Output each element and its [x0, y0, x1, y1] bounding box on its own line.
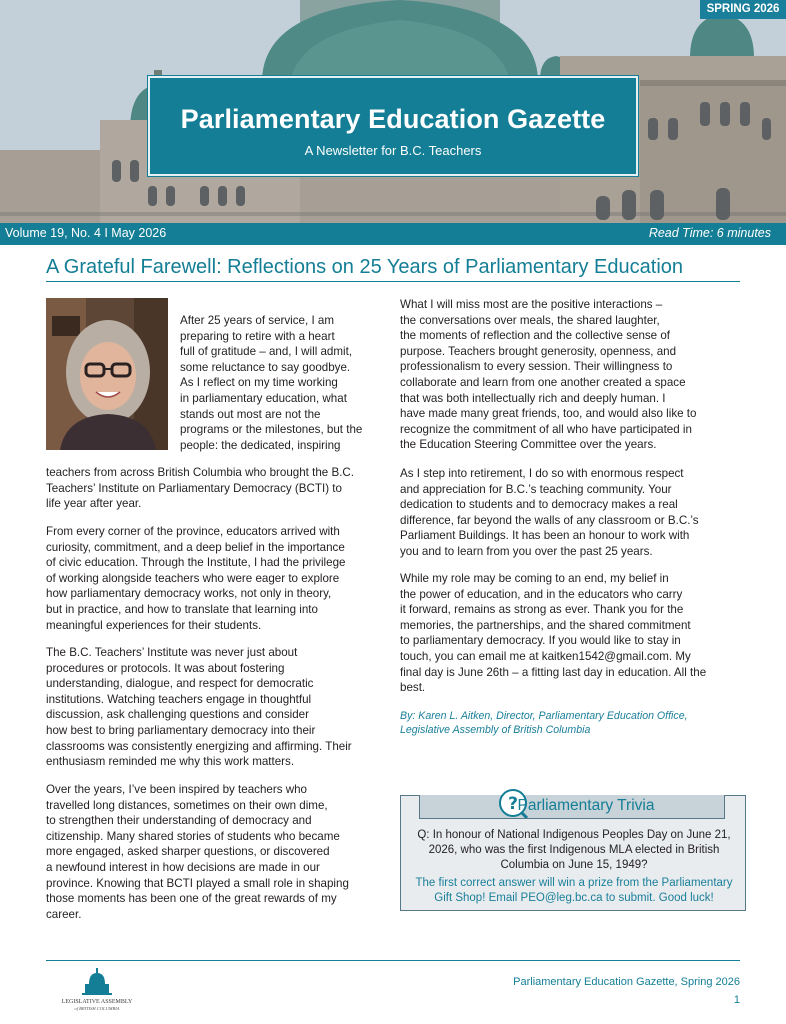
- issue-label: Volume 19, No. 4 I May 2026: [5, 226, 167, 240]
- paragraph-left-1: teachers from across British Columbia who brought the B.C. Teachers’ Institute on Parliamentary Democracy (BCTI) to life year after year.: [46, 466, 355, 511]
- article-byline: By: Karen L. Aitken, Director, Parliamentary Education Office, Legislative Assembly of British Columbia: [400, 710, 688, 736]
- paragraph-left-4: Over the years, I’ve been inspired by teachers who travelled long distances, sometimes on their own dime, to strengthen their understanding of democracy and citizenship. Many shared stories of students who became more engaged, asked sharper questions, or discovered a newfound interest in how decisions are made in our province. Knowing that BCTI played a small role in shaping those moments has been one of the great rewards of my career.: [46, 783, 349, 921]
- season-badge: SPRING 2026: [700, 0, 786, 19]
- trivia-prize-note: The first correct answer will win a prize from the Parliamentary Gift Shop! Email PEO@leg.bc.ca to submit. Good luck!: [415, 877, 733, 905]
- trivia-header: [419, 795, 725, 819]
- svg-text:?: ?: [508, 794, 518, 814]
- issue-info-bar: [0, 223, 786, 245]
- paragraph-left-3: The B.C. Teachers’ Institute was never just about procedures or protocols. It was about fostering understanding, dialogue, and respect for democratic institutions. Watching teachers engage in thoughtful discussion, ask challenging questions and consider how best to bring parliamentary democracy into their classrooms was consistently energizing and affirming. Their enthusiasm reminded me why this work matters.: [46, 646, 352, 769]
- assembly-crest-icon: [52, 966, 148, 1012]
- page-subtitle: A Newsletter for B.C. Teachers: [304, 143, 482, 158]
- logo-text-line2: of BRITISH COLUMBIA: [74, 1006, 120, 1011]
- paragraph-right-3: While my role may be coming to an end, my belief in the power of education, and in the educators who carry it forward, remains as strong as ever. Thank you for the memories, the partnerships, and the shared commitment to parliamentary democracy. If you would like to stay in touch, you can email me at kaitken1542@gmail.com. My final day is June 26th – a fitting last day in education. All the best.: [400, 572, 707, 695]
- masthead: [148, 76, 638, 176]
- header-banner: [0, 0, 786, 223]
- author-photo: [46, 298, 168, 450]
- legislative-assembly-logo: [52, 966, 148, 1012]
- trivia-title: Parliamentary Trivia: [517, 797, 655, 814]
- author-portrait: [46, 298, 168, 450]
- footer-publication: Parliamentary Education Gazette, Spring 2026: [513, 976, 740, 988]
- paragraph-right-2: As I step into retirement, I do so with enormous respect and appreciation for B.C.’s teaching community. Your dedication to students and to democracy makes a real difference, far beyond the walls of any classroom or B.C.’s Parliament Buildings. It has been an honour to work with you and to learn from you over the past 25 years.: [400, 467, 699, 558]
- read-time: Read Time: 6 minutes: [648, 226, 771, 240]
- trivia-question: Q: In honour of National Indigenous Peoples Day on June 21, 2026, who was the first Indigenous MLA elected in British Columbia on June 15, 1949?: [417, 829, 731, 872]
- article-headline: A Grateful Farewell: Reflections on 25 Years of Parliamentary Education: [46, 256, 740, 282]
- paragraph-left-2: From every corner of the province, educators arrived with curiosity, commitment, and a deep belief in the importance of civic education. Through the Institute, I had the privilege of working alongside teachers who were eager to explore how parliamentary democracy works, not only in theory, but in practice, and how to translate that learning into meaningful experiences for their students.: [46, 525, 346, 632]
- footer-divider: [46, 960, 740, 961]
- page-title: Parliamentary Education Gazette: [180, 104, 606, 134]
- paragraph-right-1: What I will miss most are the positive interactions – the conversations over meals, the shared laughter, the moments of reflection and the collective sense of purpose. Teachers brought generosity, openness, and professionalism to every session. Their willingness to collaborate and learn from one another created a space that was both intellectually rich and deeply human. I have made many great friends, too, and would also like to recognize the commitment of all who have participated in the Education Steering Committee over the years.: [400, 298, 697, 452]
- page-number: 1: [733, 994, 740, 1006]
- article-intro: After 25 years of service, I am preparing to retire with a heart full of gratitude – and, I will admit, some reluctance to say goodbye. As I reflect on my time working in parliamentary education, what stands out most are not the programs or the milestones, but the people: the dedicated, inspiring: [180, 314, 363, 452]
- trivia-box: [400, 795, 746, 911]
- logo-text-line1: LEGISLATIVE ASSEMBLY: [61, 999, 133, 1005]
